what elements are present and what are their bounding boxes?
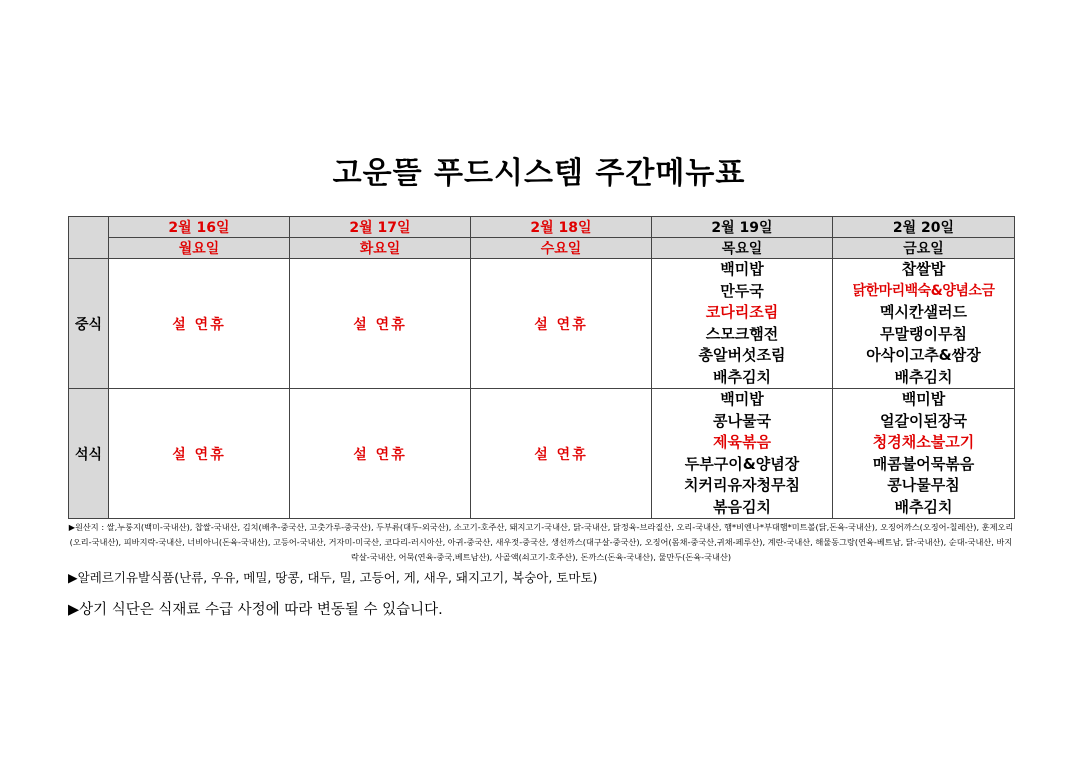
meal-label-lunch: 중식 (69, 259, 109, 389)
menu-item: 볶음김치 (713, 497, 771, 516)
dinner-row (69, 389, 1015, 519)
menu-item: 스모크햄전 (705, 324, 779, 343)
menu-item: 총알버섯조림 (698, 346, 786, 364)
allergy-note: ▶알레르기유발식품(난류, 우유, 메밀, 땅콩, 대두, 밀, 고등어, 게, 새우, 돼지고기, 복숭아, 토마토) (68, 570, 598, 585)
dinner-fri-cell (833, 389, 1015, 519)
date-thu: 2월 19일 (652, 217, 833, 238)
menu-item: 멕시칸샐러드 (880, 303, 967, 321)
weekday-thu: 목요일 (652, 238, 833, 259)
lunch-tue-holiday: 설 연휴 (290, 259, 471, 389)
weekday-fri: 금요일 (833, 238, 1015, 259)
date-tue: 2월 17일 (290, 217, 471, 238)
lunch-wed-holiday: 설 연휴 (471, 259, 652, 389)
dinner-wed-holiday: 설 연휴 (471, 389, 652, 519)
weekly-menu-table (68, 216, 1015, 519)
menu-item: 닭한마리백숙&양념소금 (852, 282, 995, 299)
menu-item: 두부구이&양념장 (684, 454, 800, 473)
menu-item: 백미밥 (720, 390, 764, 408)
weekday-wed: 수요일 (471, 238, 652, 259)
menu-item: 콩나물국 (713, 411, 771, 430)
menu-item: 백미밥 (720, 260, 764, 278)
menu-item: 배추김치 (713, 367, 771, 386)
notice-text: ▶상기 식단은 식재료 수급 사정에 따라 변동될 수 있습니다. (68, 602, 443, 618)
date-wed: 2월 18일 (471, 217, 652, 238)
dinner-tue-holiday: 설 연휴 (290, 389, 471, 519)
menu-item: 코다리조림 (705, 303, 779, 321)
menu-item: 청경채소불고기 (872, 433, 975, 451)
menu-item: 찹쌀밥 (901, 260, 946, 278)
menu-item: 무말랭이무침 (880, 324, 967, 343)
menu-item: 백미밥 (901, 390, 946, 408)
date-mon: 2월 16일 (109, 217, 290, 238)
lunch-row (69, 259, 1015, 389)
date-fri: 2월 20일 (833, 217, 1015, 238)
menu-item: 아삭이고추&쌈장 (866, 346, 981, 364)
origin-note: ▶원산지 : 쌀,누룽지(백미-국내산), 찹쌀-국내산, 김치(배추-중국산, 고춧가루-중국산), 두부류(대두-외국산), 소고기-호주산, 돼지고기-국내산, 닭-국내산, 닭정육-브라질산, 오리-국내산, 햄*비엔나*부대햄*미트볼(닭,돈육-국내산), 오징어까스(오징어-칠레산), 훈제오리(오리-국내산), 피바지락-국내산, 너비아니(돈육-국내산), 고등어-국내산, 거자미-미국산, 코다리-러시아산, 아귀-중국산, 새우젓-중국산, 생선까스(대구살-중국산), 오징어(몸채-중국산,귀채-페루산), 계란-국내산, 해물동그랑(연육-베트남, 닭-국내산), 순대-국내산, 바지락살-국내산, 어묵(연육-중국,베트남산), 사골액(쇠고기-호주산), 돈까스(돈육-국내산), 물만두(돈육-국내산) (68, 522, 1014, 562)
page-title: 고운뜰 푸드시스템 주간메뉴표 (332, 156, 746, 191)
menu-item: 배추김치 (894, 497, 953, 516)
menu-item: 얼갈이된장국 (880, 411, 967, 430)
date-header-row (69, 217, 1015, 238)
weekday-mon: 월요일 (109, 238, 290, 259)
dinner-thu-cell (652, 389, 833, 519)
weekday-header-row (69, 238, 1015, 259)
menu-item: 매콤불어묵볶음 (872, 454, 975, 473)
header-corner (69, 217, 109, 259)
menu-item: 제육볶음 (713, 433, 771, 451)
menu-item: 배추김치 (894, 367, 953, 386)
meal-label-dinner: 석식 (69, 389, 109, 519)
menu-item: 콩나물무침 (887, 476, 960, 494)
weekday-tue: 화요일 (290, 238, 471, 259)
lunch-mon-holiday: 설 연휴 (109, 259, 290, 389)
lunch-fri-cell (833, 259, 1015, 389)
menu-item: 치커리유자청무침 (684, 476, 800, 494)
menu-item: 만두국 (720, 281, 764, 300)
dinner-mon-holiday: 설 연휴 (109, 389, 290, 519)
lunch-thu-cell (652, 259, 833, 389)
